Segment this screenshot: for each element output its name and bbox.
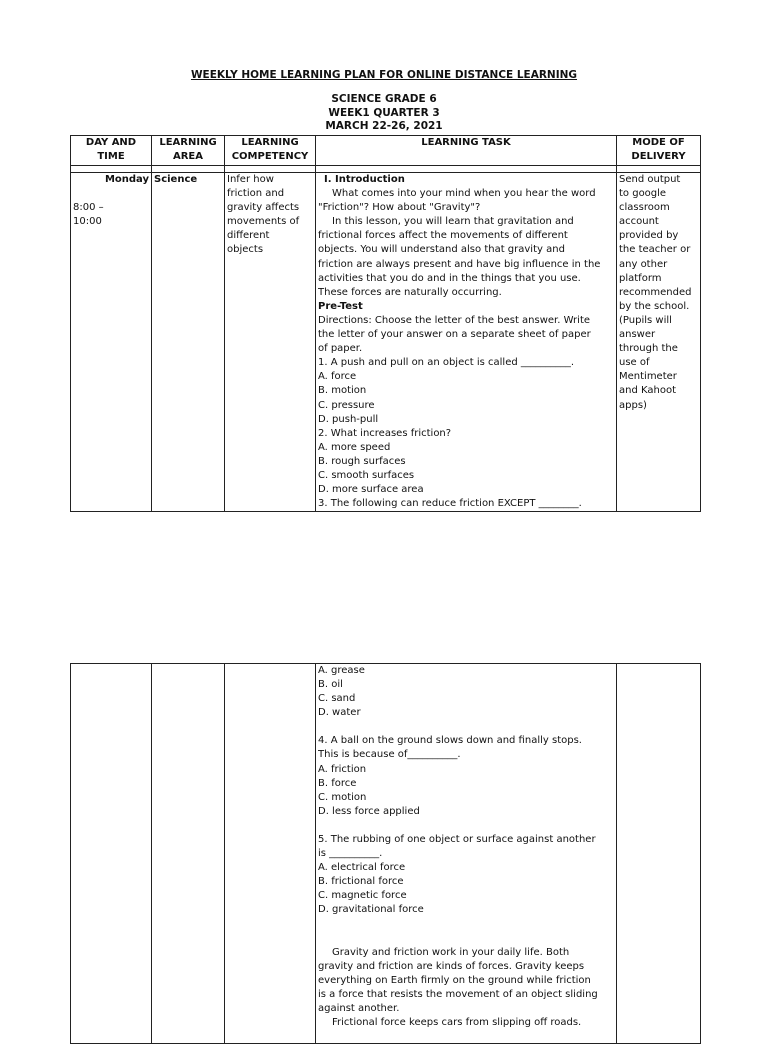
header-day-time: [71, 136, 152, 166]
paragraph-line: "Friction"? How about "Gravity"?: [318, 202, 481, 214]
header-text: COMPETENCY: [231, 151, 309, 162]
mode-line: account: [619, 216, 659, 228]
table-header-row: [71, 136, 701, 166]
competency-line: gravity affects: [227, 202, 300, 214]
paragraph-line: friction are always present and have big influence in the: [318, 258, 601, 270]
paragraph-line: Gravity and friction work in your daily life. Both: [332, 946, 570, 958]
mode-line: provided by: [619, 230, 679, 242]
mode-line: apps): [619, 399, 647, 411]
learning-area-cell: [152, 173, 225, 512]
mode-line: Mentimeter: [619, 371, 677, 383]
document-subtitle: [0, 93, 768, 134]
question-line: A. electrical force: [318, 862, 406, 874]
learning-task-cell: [316, 664, 617, 1044]
paragraph-line: These forces are naturally occurring.: [318, 286, 502, 298]
question-line: 4. A ball on the ground slows down and finally stops.: [318, 735, 582, 747]
paragraph-line: everything on Earth firmly on the ground while friction: [318, 974, 591, 986]
question-line: C. magnetic force: [318, 890, 407, 902]
question-line: A. friction: [318, 763, 367, 775]
question-line: A. more speed: [318, 441, 391, 453]
paragraph-line: is a force that resists the movement of an object sliding: [318, 988, 598, 1000]
question-line: B. oil: [318, 679, 343, 691]
question-line: D. less force applied: [318, 805, 420, 817]
question-line: D. more surface area: [318, 484, 424, 496]
header-learning-competency: [225, 136, 316, 166]
question-line: C. motion: [318, 791, 367, 803]
header-text: TIME: [97, 151, 125, 162]
question-line: 5. The rubbing of one object or surface against another: [318, 833, 596, 845]
header-learning-task: [316, 136, 617, 166]
mode-line: platform: [619, 272, 662, 284]
directions-line: of paper.: [318, 343, 363, 355]
header-text: AREA: [172, 151, 203, 162]
competency-line: movements of: [227, 216, 300, 228]
table-row: [71, 664, 701, 1044]
learning-plan-table-continued: [70, 663, 701, 1044]
mode-line: the teacher or: [619, 244, 691, 256]
header-learning-area: [152, 136, 225, 166]
mode-line: and Kahoot: [619, 385, 676, 397]
question-line: C. smooth surfaces: [318, 469, 415, 481]
mode-line: Send output: [619, 174, 681, 185]
competency-line: different: [227, 230, 270, 242]
paragraph-line: frictional forces affect the movements of different: [318, 230, 568, 242]
competency-cell: [225, 664, 316, 1044]
mode-line: through the: [619, 343, 678, 355]
header-text: LEARNING TASK: [421, 137, 511, 148]
header-text: DELIVERY: [631, 151, 686, 162]
header-text: LEARNING: [159, 137, 217, 148]
table-row: [71, 173, 701, 512]
day-time-cell: [71, 664, 152, 1044]
header-text: DAY AND: [85, 137, 137, 148]
question-line: D. push-pull: [318, 413, 379, 425]
header-text: MODE OF: [632, 137, 685, 148]
question-line: C. pressure: [318, 399, 375, 411]
paragraph-line: activities that you do and in the things that you use.: [318, 272, 581, 284]
week-line: WEEK1 QUARTER 3: [328, 106, 440, 119]
paragraph-line: gravity and friction are kinds of forces. Gravity keeps: [318, 960, 585, 972]
mode-line: any other: [619, 258, 668, 270]
question-line: 1. A push and pull on an object is called __________.: [318, 357, 575, 369]
question-line: 2. What increases friction?: [318, 427, 452, 439]
competency-line: objects: [227, 244, 264, 256]
day-label: Monday: [104, 174, 149, 185]
question-line: D. gravitational force: [318, 904, 424, 916]
area-label: Science: [154, 174, 198, 185]
mode-of-delivery-cell: [617, 664, 701, 1044]
directions-line: the letter of your answer on a separate sheet of paper: [318, 329, 591, 341]
question-line: 3. The following can reduce friction EXCEPT ________.: [318, 498, 582, 510]
header-mode-of-delivery: [617, 136, 701, 166]
mode-of-delivery-cell: [617, 173, 701, 512]
date-line: MARCH 22-26, 2021: [325, 120, 443, 132]
question-line: C. sand: [318, 693, 356, 705]
header-text: LEARNING: [241, 137, 299, 148]
directions-line: Directions: Choose the letter of the best answer. Write: [318, 314, 591, 326]
paragraph-line: Frictional force keeps cars from slipping off roads.: [332, 1016, 582, 1028]
mode-line: answer: [619, 329, 656, 341]
mode-line: recommended: [619, 286, 692, 298]
question-line: B. motion: [318, 385, 367, 397]
learning-task-cell: [316, 173, 617, 512]
learning-area-cell: [152, 664, 225, 1044]
subject-line: SCIENCE GRADE 6: [331, 93, 437, 105]
competency-line: friction and: [227, 188, 285, 200]
competency-cell: [225, 173, 316, 512]
question-line: D. water: [318, 707, 361, 719]
paragraph-line: against another.: [318, 1002, 400, 1014]
question-line: This is because of__________.: [318, 749, 461, 761]
question-line: A. grease: [318, 665, 365, 676]
time-label: 10:00: [73, 216, 102, 228]
learning-plan-table: [70, 135, 701, 512]
day-time-cell: [71, 173, 152, 512]
question-line: is __________.: [318, 848, 383, 860]
intro-heading: I. Introduction: [324, 174, 405, 185]
question-line: B. rough surfaces: [318, 455, 406, 467]
mode-line: by the school.: [619, 300, 690, 312]
mode-line: to google: [619, 188, 667, 200]
mode-line: (Pupils will: [619, 314, 672, 326]
question-line: A. force: [318, 371, 357, 383]
competency-line: Infer how: [227, 174, 274, 185]
paragraph-line: In this lesson, you will learn that gravitation and: [332, 216, 574, 228]
spacer-row: [71, 166, 701, 173]
mode-line: use of: [619, 357, 650, 369]
pretest-heading: Pre-Test: [318, 300, 363, 312]
question-line: B. force: [318, 777, 357, 789]
paragraph-line: objects. You will understand also that gravity and: [318, 244, 565, 256]
document-title: WEEKLY HOME LEARNING PLAN FOR ONLINE DISTANCE LEARNING: [190, 69, 578, 81]
mode-line: classroom: [619, 202, 670, 214]
paragraph-line: What comes into your mind when you hear the word: [332, 188, 596, 200]
question-line: B. frictional force: [318, 876, 404, 888]
time-label: 8:00 –: [73, 202, 104, 214]
